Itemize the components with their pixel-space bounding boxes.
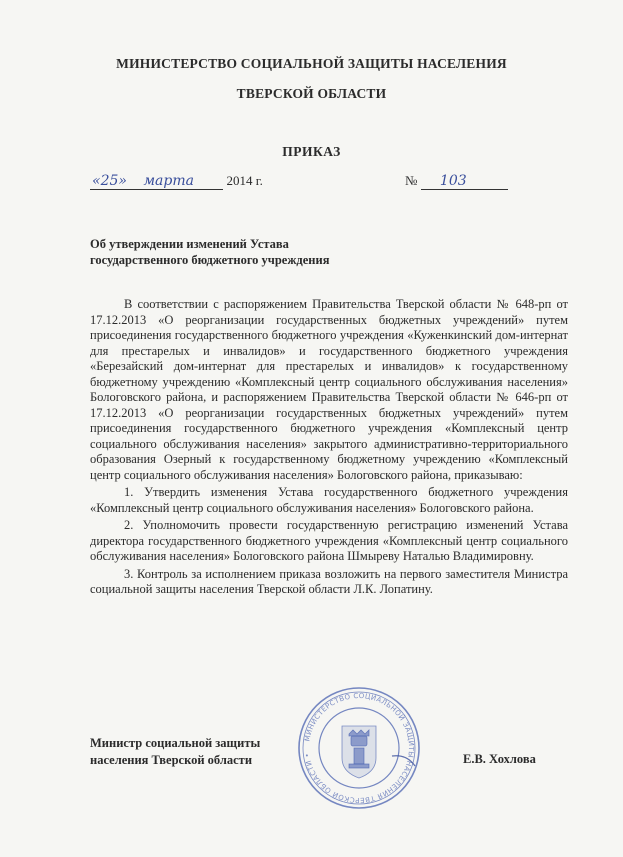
signatory-title-line1: Министр социальной защиты xyxy=(90,736,261,750)
official-seal-stamp xyxy=(297,686,421,810)
order-title: ПРИКАЗ xyxy=(282,144,341,159)
order-number-field xyxy=(421,173,508,190)
signatory-name: Е.В. Хохлова xyxy=(463,752,536,766)
subject-line1: Об утверждении изменений Устава xyxy=(90,237,289,251)
date-year: 2014 г. xyxy=(226,173,263,188)
svg-text:МИНИСТЕРСТВО СОЦИАЛЬНОЙ ЗАЩИТЫ: МИНИСТЕРСТВО СОЦИАЛЬНОЙ ЗАЩИТЫ НАСЕЛЕНИЯ ТВЕРСКОЙ ОБЛАСТИ • xyxy=(303,691,416,805)
ministry-name-line1: МИНИСТЕРСТВО СОЦИАЛЬНОЙ ЗАЩИТЫ НАСЕЛЕНИЯ xyxy=(116,56,507,71)
body-item-1: 1. Утвердить изменения Устава государственного бюджетного учреждения «Комплексный центр социального обслуживания населения» Бологовского района. xyxy=(90,485,568,515)
signatory-title-line2: населения Тверской области xyxy=(90,753,253,767)
date-day: «25» xyxy=(92,173,127,189)
subject-line2: государственного бюджетного учреждения xyxy=(90,253,330,267)
order-subject xyxy=(90,236,329,268)
order-date xyxy=(90,173,263,190)
order-body xyxy=(90,297,568,598)
order-number-value: 103 xyxy=(439,173,467,189)
body-item-2: 2. Уполномочить провести государственную регистрацию изменений Устава директора государственного бюджетного учреждения «Комплексный центр социального обслуживания населения» Бологовского района Шмыреву Наталью Владимировну. xyxy=(90,518,568,563)
order-number-label: № xyxy=(405,173,418,188)
order-number xyxy=(405,173,508,190)
date-handwritten xyxy=(90,173,223,190)
ministry-name-line2: ТВЕРСКОЙ ОБЛАСТИ xyxy=(236,86,387,101)
date-month: марта xyxy=(143,173,194,189)
coat-of-arms-icon xyxy=(342,726,376,778)
signatory-title xyxy=(90,735,260,769)
body-item-3: 3. Контроль за исполнением приказа возложить на первого заместителя Министра социальной защиты населения Тверской области Л.К. Лопатину. xyxy=(90,566,568,596)
body-preamble: В соответствии с распоряжением Правительства Тверской области № 648-рп от 17.12.2013 «О реорганизации государственных бюджетных учреждений» путем присоединения государственного бюджетного учреждения «Куженкинский дом-интернат для престарелых и инвалидов» и государственного бюджетного учреждения «Березайский дом-интернат для престарелых и инвалидов» к государственному бюджетному учреждению «Комплексный центр социального обслуживания населения» Бологовского района, и распоряжением Правительства Тверской области № 646-рп от 17.12.2013 «О реорганизации государственных бюджетных учреждений» путем присоединения государственного бюджетного учреждения «Комплексный центр социального обслуживания населения» закрытого административно-территориального образования Озерный к государственному бюджетному учреждению «Комплексный центр социального обслуживания населения» Бологовского района, приказываю: xyxy=(90,297,568,482)
